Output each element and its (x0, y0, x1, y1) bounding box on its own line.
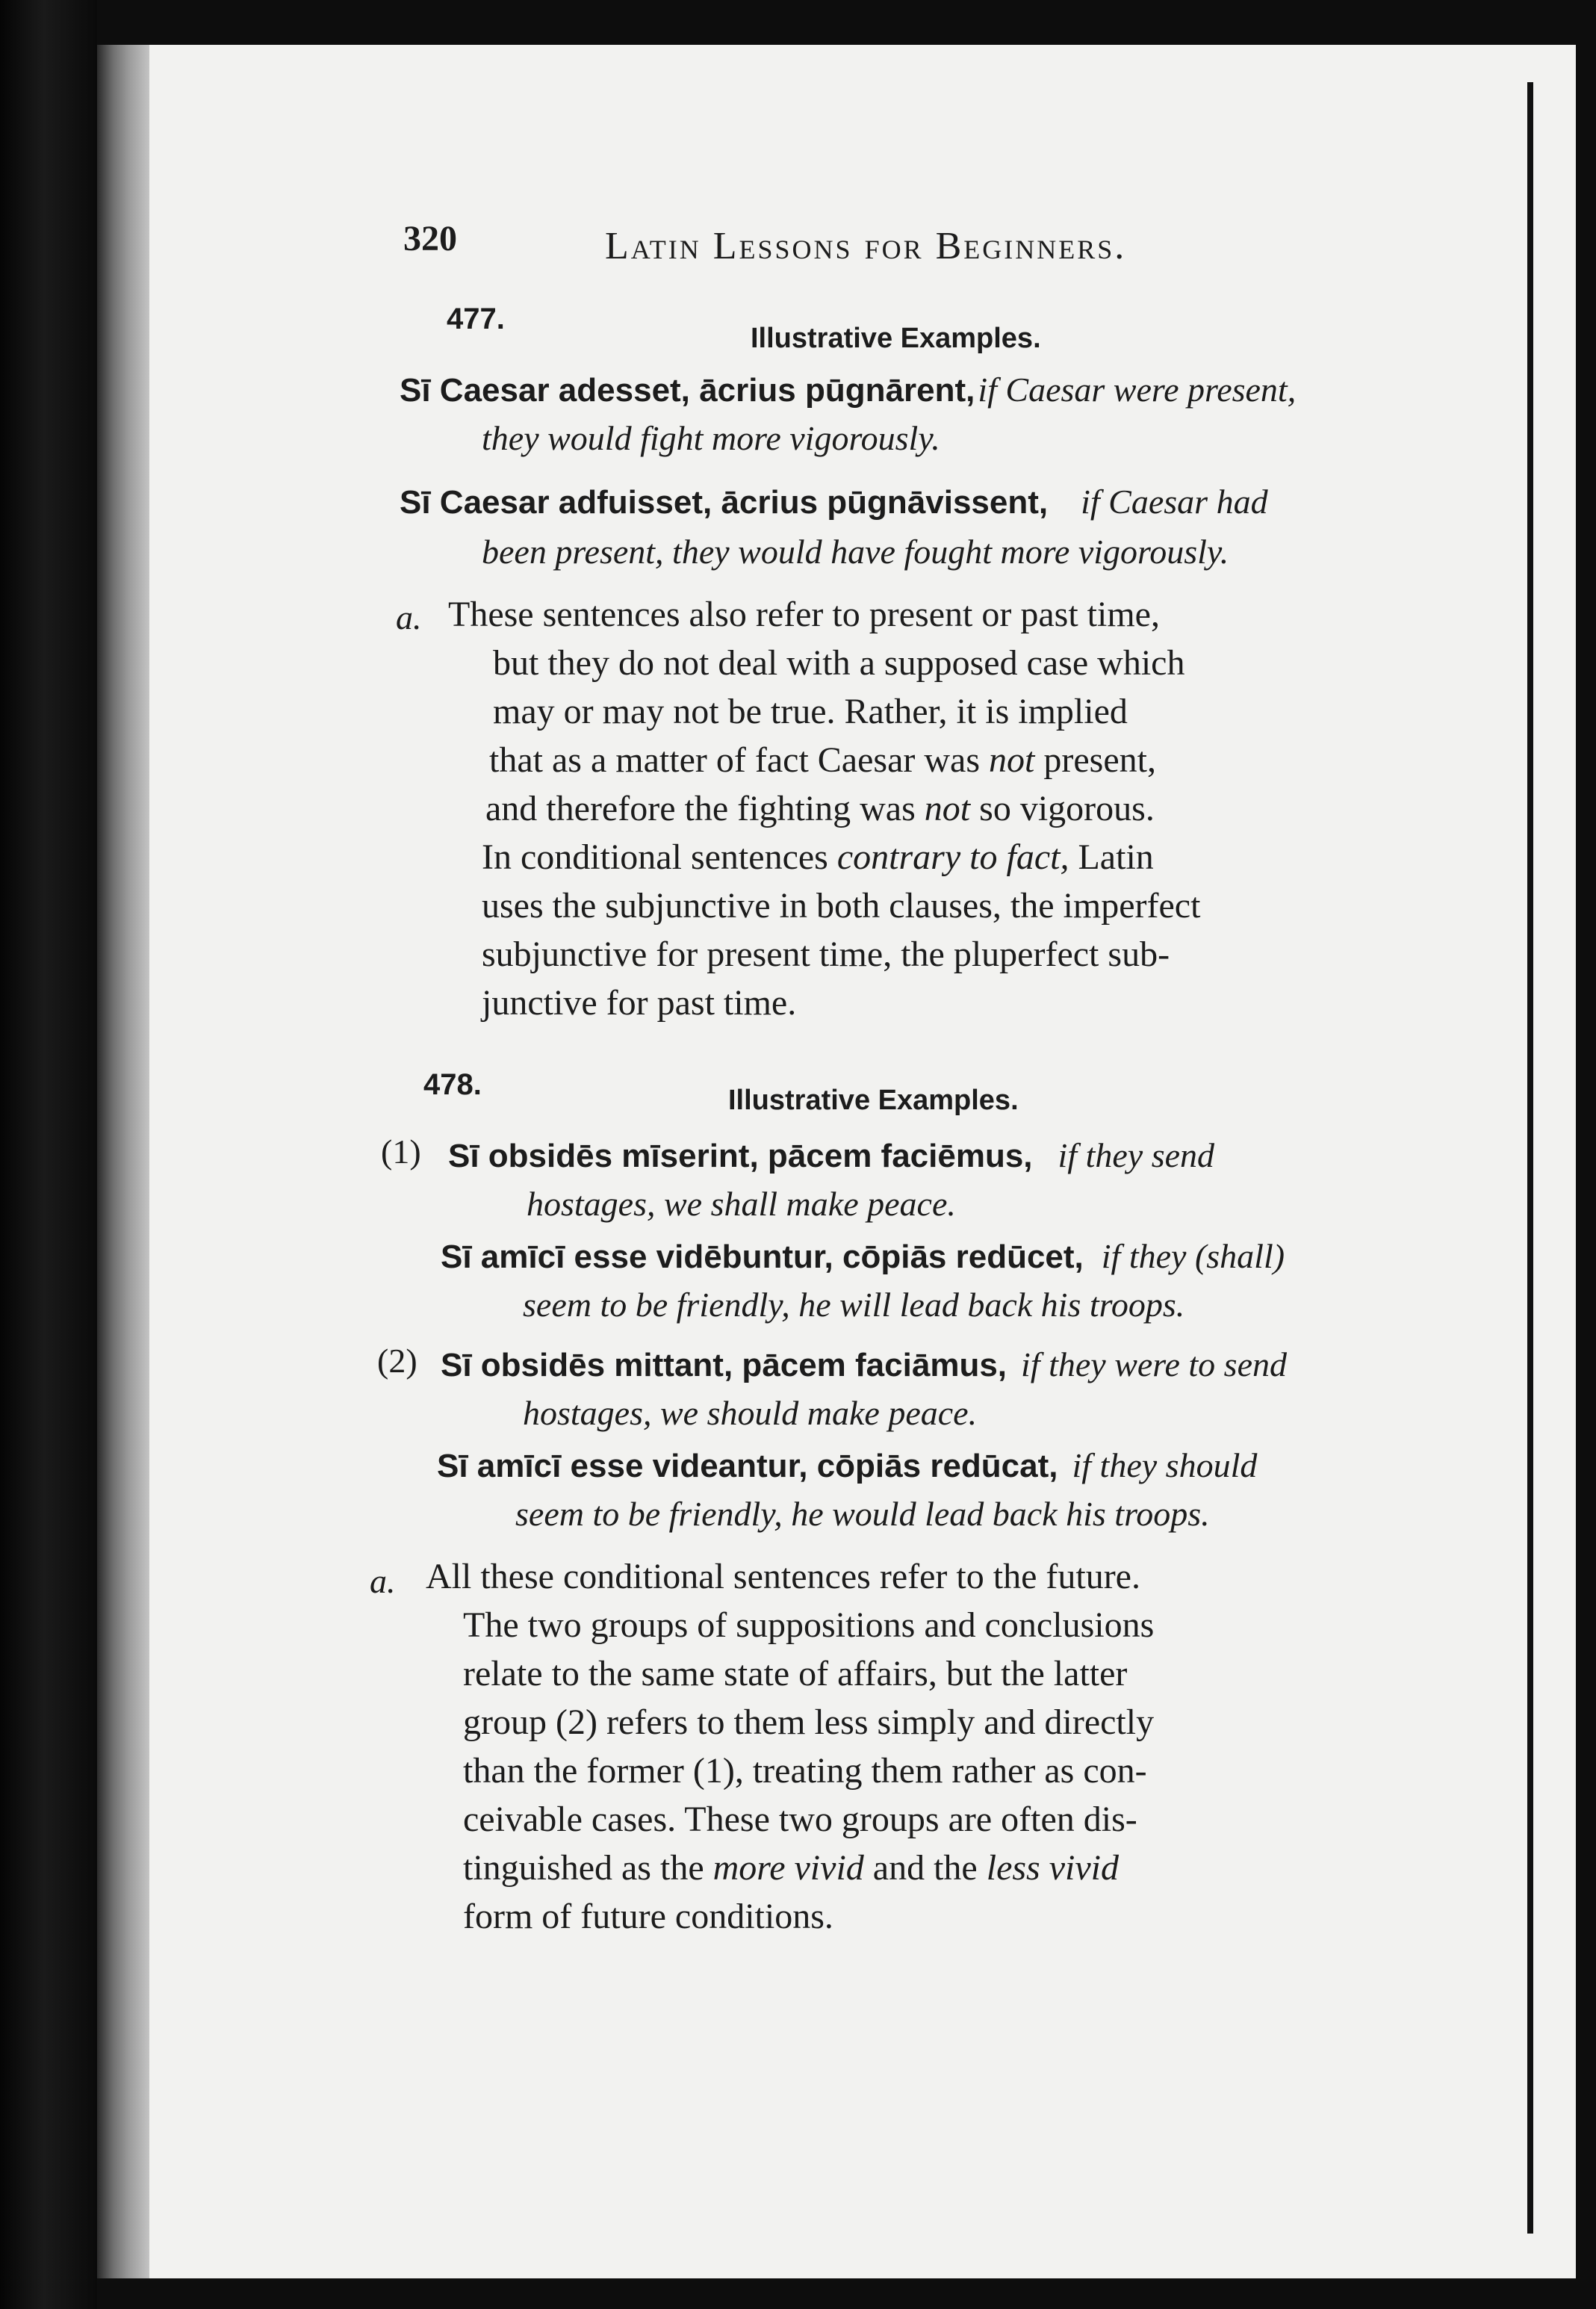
running-title: Latin Lessons for Beginners. (605, 225, 1127, 267)
note-477-paragraph: These sentences also refer to present or past time, but they do not deal with a supposed case which may or may not be true. Rather, it is implied that as a matter of fact Caesar was not present, and therefore the fighting was not so vigorous. In conditional sentences contrary to fact, Latin uses the subjunctive in both clauses, the imperfect subjunctive for present time, the pluperfect sub- junctive for past time. (448, 595, 1201, 1023)
note-478-label: a. (370, 1562, 396, 1600)
example-477-1-translation: they would fight more vigorously. (482, 419, 940, 457)
example-478-1a: Sī obsidēs mīserint, pācem faciēmus, if they send (448, 1136, 1215, 1174)
example-478-2b-translation: seem to be friendly, he would lead back his troops. (515, 1495, 1210, 1533)
note-477-label: a. (396, 598, 422, 636)
example-478-2a-translation: hostages, we should make peace. (523, 1394, 978, 1432)
page-number: 320 (403, 219, 457, 258)
section-477-heading: Illustrative Examples. (751, 323, 1041, 354)
group-1-label: (1) (381, 1132, 421, 1171)
example-478-1b: Sī amīcī esse vidēbuntur, cōpiās redūcet, if they (shall) (441, 1237, 1285, 1275)
book-spine-shadow (0, 0, 97, 2309)
note-478-paragraph: All these conditional sentences refer to the future. The two groups of suppositions and conclusions relate to the same state of affairs, but the latter group (2) refers to them less simply and directly than the former (1), treating them rather as con- ceivable cases. These two groups are often dis- tinguished as the more vivid and the less vivid form of future conditions. (426, 1557, 1155, 1936)
page-gutter (97, 45, 149, 2278)
example-478-2b: Sī amīcī esse videantur, cōpiās redūcat, if they should (437, 1446, 1258, 1484)
example-478-1a-translation: hostages, we shall make peace. (527, 1185, 956, 1223)
example-477-2-translation: been present, they would have fought more vigorously. (482, 533, 1229, 571)
group-2-label: (2) (377, 1342, 417, 1380)
example-478-1b-translation: seem to be friendly, he will lead back his troops. (523, 1286, 1185, 1324)
section-478-heading: Illustrative Examples. (728, 1085, 1019, 1116)
section-478-number: 478. (423, 1068, 482, 1101)
example-477-2: Sī Caesar adfuisset, ācrius pūgnāvissent, if Caesar had (400, 483, 1268, 521)
section-477-number: 477. (447, 303, 505, 335)
page-right-edge (1527, 82, 1533, 2234)
example-477-1: Sī Caesar adesset, ācrius pūgnārent, if Caesar were present, (400, 371, 1297, 409)
example-478-2a: Sī obsidēs mittant, pācem faciāmus, if they were to send (441, 1345, 1287, 1383)
